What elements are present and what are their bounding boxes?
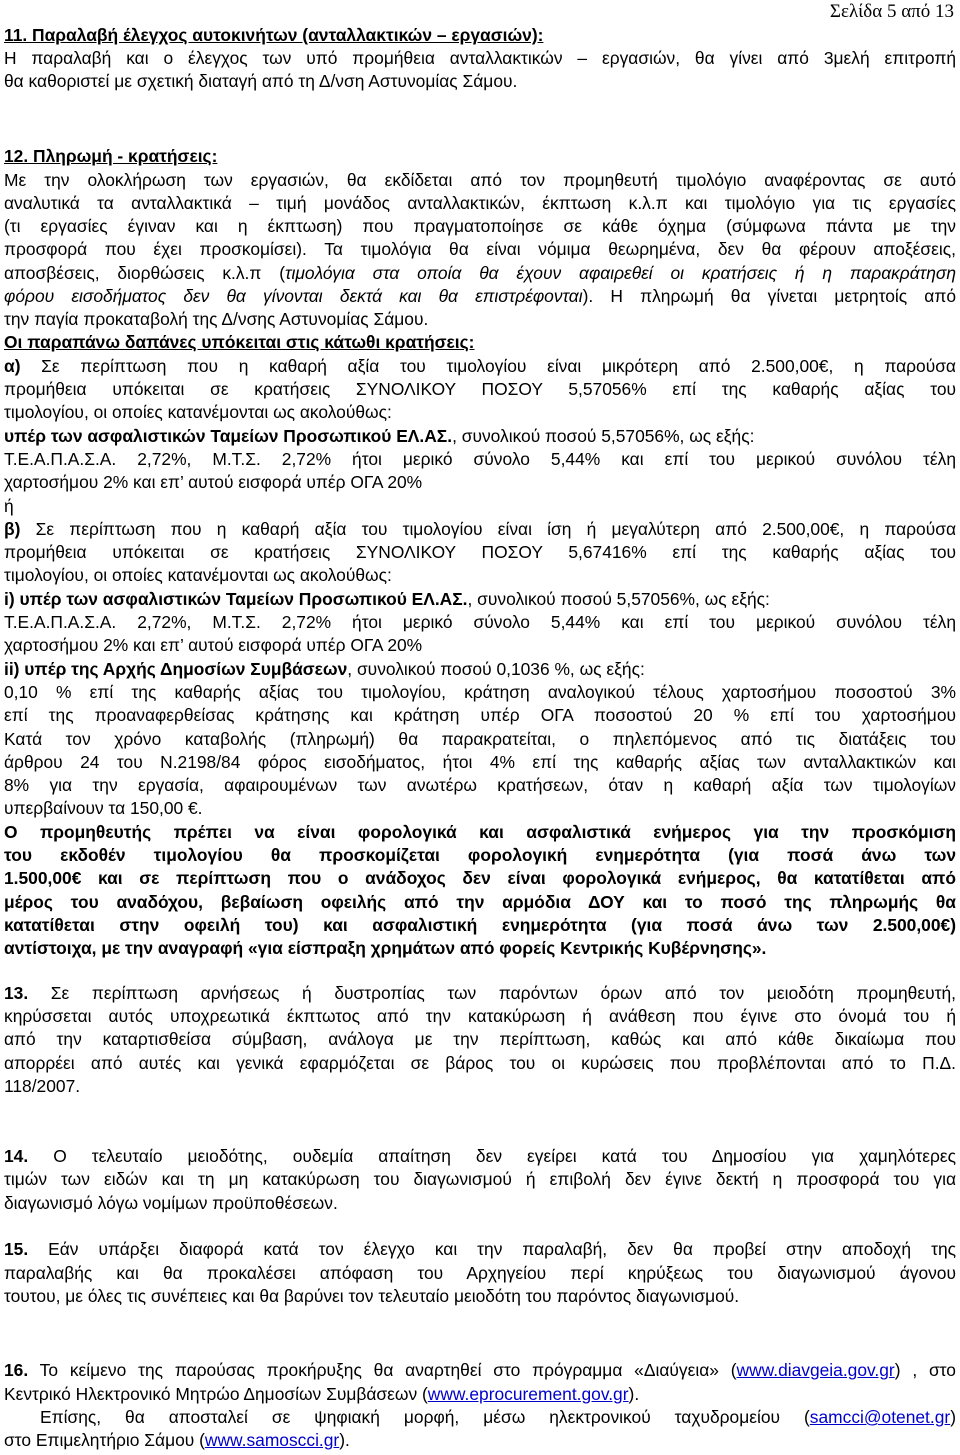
section-14-line: διαγωνισμό λόγω νομίμων προϋποθέσεων. [4,1193,338,1213]
section-16-line: Επίσης, θα αποσταλεί σε ψηφιακή μορφή, μέσω ηλεκτρονικού ταχυδρομείου (samcci@otenet.gr) [40,1407,956,1427]
section-16-line: 16. Το κείμενο της παρούσας προκήρυξης θα αναρτηθεί στο πρόγραμμα «Διαύγεια» (www.diavgeia.gov.gr) , στο [4,1360,956,1380]
section-12-line: φόρου εισοδήματος δεν θα γίνονται δεκτά και θα επιστρέφονται). Η πληρωμή θα γίνεται μετρητοίς από [4,286,956,306]
section-11-line: θα καθοριστεί με σχετική διαταγή από τη Δ/νση Αστυνομίας Σάμου. [4,71,518,91]
section-13-line: από την καταρτισθείσα σύμβαση, ανάλογα με την περίπτωση, καθώς και από κάθε δικαίωμα που [4,1029,956,1049]
deduction-b-line: ii) υπέρ της Αρχής Δημοσίων Συμβάσεων, συνολικού ποσού 0,1036 %, ως εξής: [4,659,645,679]
section-12-line: (τι εργασίες έγιναν και η έκπτωση) που πραγματοποίησε σε κάθε όχημα (σύμφωνα πάντα με την [4,216,956,236]
deduction-b-line: τιμολογίου, οι οποίες κατανέμονται ως ακολούθως: [4,565,392,585]
supplier-requirement-line: κατατίθεται στην οφειλή του) και ασφαλιστική ενημερότητα (για ποσά άνω των 2.500,00€) [4,915,956,935]
section-12-line: αποσβέσεις, διορθώσεις κ.λ.π (τιμολόγια στα οποία θα έχουν αφαιρεθεί οι κρατήσεις ή η παρακράτηση [4,263,956,283]
section-13-line: κηρύσσεται αυτός υποχρεωτικά έκπτωτος από την κατακύρωση ή ανάθεση που έγινε στο όνομά του ή [4,1006,956,1026]
supplier-requirement-line: μέρος του αναδόχου, βεβαίωση οφειλής από την αρμόδια ΔΟΥ και το ποσό της πληρωμής θα [4,892,956,912]
email-link[interactable]: samcci@otenet.gr [809,1407,951,1427]
deduction-a-line: χαρτοσήμου 2% και επ’ αυτού εισφορά υπέρ ΟΓΑ 20% [4,472,423,492]
deduction-b-line: χαρτοσήμου 2% και επ’ αυτού εισφορά υπέρ ΟΓΑ 20% [4,635,423,655]
section-13-line: 118/2007. [4,1076,81,1096]
tax-line: Κατά τον χρόνο καταβολής (πληρωμή) θα παρακρατείται, ο πηλεπόμενος από τις διατάξεις του [4,729,956,749]
section-14-line: 14. Ο τελευταίο μειοδότης, ουδεμία απαίτηση δεν εγείρει κατά του Δημοσίου για χαμηλότερες [4,1146,956,1166]
eprocurement-link[interactable]: www.eprocurement.gov.gr [427,1384,629,1404]
deduction-a-line: α) Σε περίπτωση που η καθαρή αξία του τιμολογίου είναι μικρότερη από 2.500,00€, η παρούσα [4,356,956,376]
supplier-requirement-line: Ο προμηθευτής πρέπει να είναι φορολογικά και ασφαλιστικά ενήμερος για την προσκόμιση [4,822,956,842]
tax-line: 8% για την εργασία, αφαιρουμένων των ανωτέρω κρατήσεων, όταν η καθαρή αξία των τιμολογίων [4,775,956,795]
section-15-line: παραλαβής και θα προκαλέσει απόφαση του Αρχηγείου περί κηρύξεως του διαγωνισμού άγονου [4,1263,956,1283]
section-11-line: Η παραλαβή και ο έλεγχος των υπό προμήθεια ανταλλακτικών – εργασιών, θα γίνει από 3μελή επιτροπή [4,48,956,68]
deduction-a-line: προμήθεια υπόκειται σε κρατήσεις ΣΥΝΟΛΙΚΟΥ ΠΟΣΟΥ 5,57056% επί της καθαρής αξίας του [4,379,956,399]
section-12-line: αναλυτικά τα ανταλλακτικά – τιμή μονάδος ανταλλακτικών, έκπτωση κ.λ.π και τιμολόγιο για τις εργασίες [4,193,956,213]
deduction-a-line: Τ.Ε.Α.Π.Α.Σ.Α. 2,72%, Μ.Τ.Σ. 2,72% ήτοι μερικό σύνολο 5,44% και επί του μερικού συνόλου τέλη [4,449,956,469]
deduction-b-line: προμήθεια υπόκειται σε κρατήσεις ΣΥΝΟΛΙΚΟΥ ΠΟΣΟΥ 5,67416% επί της καθαρής αξίας του [4,542,956,562]
section-15-line: τουτου, με όλες τις συνέπειες και θα βαρύνει τον τελευταίο μειοδότη του παρόντος διαγωνισμού. [4,1286,740,1306]
section-12-title: 12. Πληρωμή - κρατήσεις: [4,146,218,166]
section-12-line: Με την ολοκλήρωση των εργασιών, θα εκδίδεται από τον προμηθευτή τιμολόγιο αναφέροντας σε αυτό [4,170,956,190]
section-16-line: στο Επιμελητήριο Σάμου (www.samoscci.gr). [4,1430,350,1450]
section-11-title: 11. Παραλαβή έλεγχος αυτοκινήτων (ανταλλακτικών – εργασιών): [4,25,544,45]
deduction-b-line: επί της προαναφερθείσας κράτησης και κράτηση υπέρ ΟΓΑ ποσοστού 20 % επί του χαρτοσήμου [4,705,956,725]
section-12-line: προσφορά που έχει προσκομίσει). Τα τιμολόγια θα είναι νόμιμα θεωρημένα, δεν θα φέρουν αποξέσεις, [4,239,956,259]
deductions-heading: Οι παραπάνω δαπάνες υπόκειται στις κάτωθι κρατήσεις: [4,332,475,352]
supplier-requirement-line: αντίστοιχα, με την αναγραφή «για είσπραξη χρημάτων από φορείς Κεντρικής Κυβέρνησης». [4,938,767,958]
deduction-b-line: 0,10 % επί της καθαρής αξίας του τιμολογίου, κράτηση αναλογικού τέλους χαρτοσήμου ποσοστού 3% [4,682,956,702]
section-12-line: την παγία προκαταβολή της Δ/νσης Αστυνομίας Σάμου. [4,309,429,329]
samoscci-link[interactable]: www.samoscci.gr [204,1430,340,1450]
supplier-requirement-line: του εκδοθέν τιμολογίου θα προσκομίζεται φορολογική ενημερότητα (για ποσά άνω των [4,845,956,865]
diavgeia-link[interactable]: www.diavgeia.gov.gr [736,1360,895,1380]
or-separator: ή [4,496,14,516]
tax-line: άρθρου 24 του Ν.2198/84 φόρος εισοδήματος, ήτοι 4% επί της καθαρής αξίας των ανταλλακτικών και [4,752,956,772]
deduction-b-line: β) Σε περίπτωση που η καθαρή αξία του τιμολογίου είναι ίση ή μεγαλύτερη από 2.500,00€, η παρούσα [4,519,956,539]
section-13-line: 13. Σε περίπτωση αρνήσεως ή δυστροπίας των παρόντων όρων από τον μειοδότη προμηθευτή, [4,983,956,1003]
deduction-a-line: τιμολογίου, οι οποίες κατανέμονται ως ακολούθως: [4,402,392,422]
section-16-line: Κεντρικό Ηλεκτρονικό Μητρώο Δημοσίων Συμβάσεων (www.eprocurement.gov.gr). [4,1384,640,1404]
tax-line: υπερβαίνουν τα 150,00 €. [4,798,203,818]
section-14-line: τιμών των ειδών και τη μη κατακύρωση του διαγωνισμού ή επιβολή δεν έγινε δεκτή η προσφορά του για [4,1169,956,1189]
deduction-b-line: Τ.Ε.Α.Π.Α.Σ.Α. 2,72%, Μ.Τ.Σ. 2,72% ήτοι μερικό σύνολο 5,44% και επί του μερικού συνόλου τέλη [4,612,956,632]
supplier-requirement-line: 1.500,00€ και σε περίπτωση που ο ανάδοχος δεν είναι φορολογικά ενήμερος, θα κατατίθεται από [4,868,956,888]
section-13-line: απορρέει από αυτές και γενικά εφαρμόζεται σε βάρος του οι κυρώσεις που προβλέπονται από το Π.Δ. [4,1053,956,1073]
deduction-b-line: i) υπέρ των ασφαλιστικών Ταμείων Προσωπικού ΕΛ.ΑΣ., συνολικού ποσού 5,57056%, ως εξής: [4,589,770,609]
deduction-a-line: υπέρ των ασφαλιστικών Ταμείων Προσωπικού ΕΛ.ΑΣ., συνολικού ποσού 5,57056%, ως εξής: [4,426,755,446]
page-number-label: Σελίδα 5 από 13 [829,1,954,22]
section-15-line: 15. Εάν υπάρξει διαφορά κατά τον έλεγχο και την παραλαβή, δεν θα προβεί στην αποδοχή της [4,1239,956,1259]
